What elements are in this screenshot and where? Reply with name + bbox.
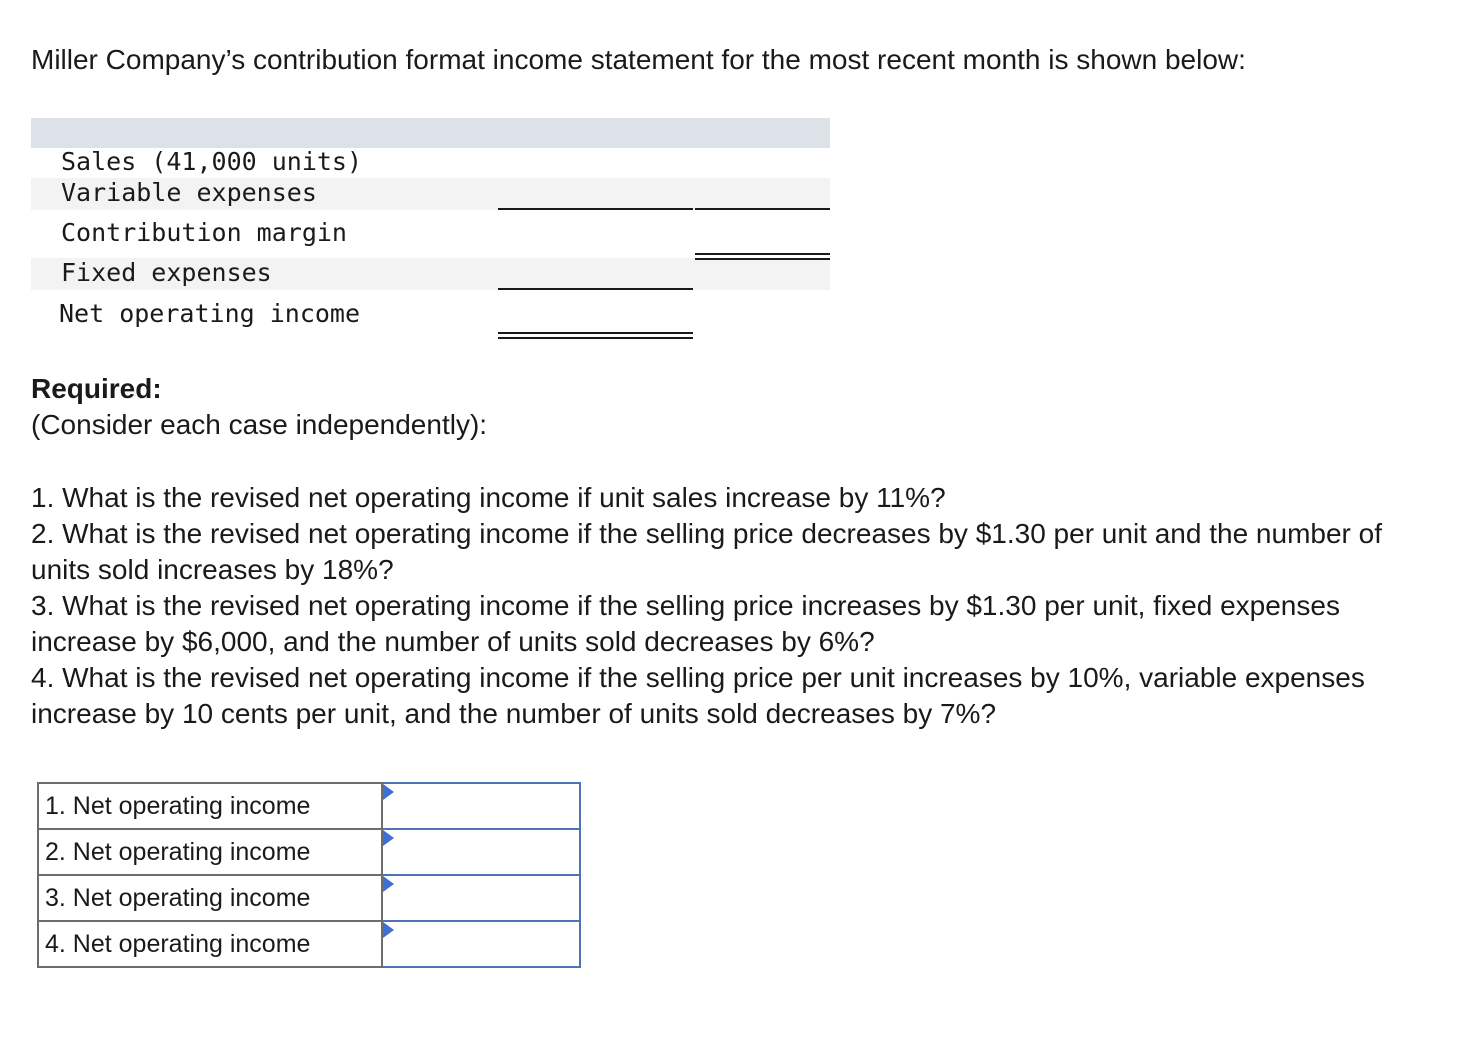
answer-row <box>38 829 580 875</box>
answer-cell-4[interactable] <box>382 921 580 967</box>
input-marker-icon <box>383 876 394 892</box>
answer-row <box>38 921 580 967</box>
variable-total-underline <box>498 208 693 210</box>
answer-row <box>38 783 580 829</box>
answer-table <box>37 782 581 968</box>
answer-input-4[interactable] <box>383 922 579 966</box>
question-1: 1. What is the revised net operating income if unit sales increase by 11%? <box>31 482 946 513</box>
answer-label-1: 1. Net operating income <box>38 783 382 829</box>
answer-label-4: 4. Net operating income <box>38 921 382 967</box>
fixed-expenses-label: Fixed expenses <box>61 258 272 287</box>
net-income-double-underline <box>498 332 693 339</box>
answer-cell-1[interactable] <box>382 783 580 829</box>
input-marker-icon <box>383 922 394 938</box>
fixed-total-underline <box>498 288 693 290</box>
question-4: 4. What is the revised net operating income if the selling price per unit increases by 10%, variable expenses increase by 10 cents per unit, and the number of units sold decreases by 7%? <box>31 662 1365 729</box>
sales-label: Sales (41,000 units) <box>61 147 363 176</box>
variable-expenses-label: Variable expenses <box>61 178 317 207</box>
required-heading: Required: <box>31 373 162 404</box>
answer-cell-2[interactable] <box>382 829 580 875</box>
question-list <box>31 480 1441 732</box>
variable-per-unit-underline <box>695 208 830 210</box>
answer-input-1[interactable] <box>383 784 579 828</box>
per-unit-double-underline <box>695 253 830 260</box>
answer-row <box>38 875 580 921</box>
header-band <box>31 118 830 148</box>
answer-input-2[interactable] <box>383 830 579 874</box>
question-2: 2. What is the revised net operating income if the selling price decreases by $1.30 per unit and the number of units sold increases by 18%? <box>31 518 1382 585</box>
net-operating-income-label: Net operating income <box>59 299 361 328</box>
answer-label-2: 2. Net operating income <box>38 829 382 875</box>
contribution-margin-label: Contribution margin <box>61 218 347 247</box>
answer-cell-3[interactable] <box>382 875 580 921</box>
required-subtitle: (Consider each case independently): <box>31 409 488 440</box>
question-3: 3. What is the revised net operating income if the selling price increases by $1.30 per unit, fixed expenses increase by $6,000, and the number of units sold decreases by 6%? <box>31 590 1340 657</box>
input-marker-icon <box>383 830 394 846</box>
intro-text: Miller Company’s contribution format income statement for the most recent month is shown below: <box>31 44 1246 75</box>
answer-label-3: 3. Net operating income <box>38 875 382 921</box>
answer-input-3[interactable] <box>383 876 579 920</box>
input-marker-icon <box>383 784 394 800</box>
